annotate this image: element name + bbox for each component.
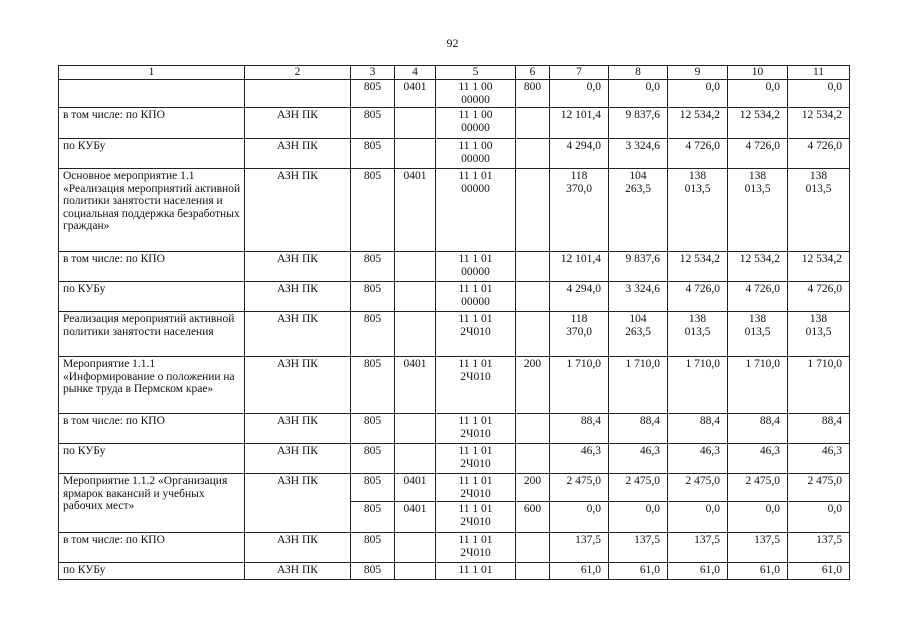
csr-line: 11 1 01 — [458, 534, 493, 546]
row-name: Мероприятие 1.1.1 «Информирование о положении на рынке труда в Пермском крае» — [59, 357, 245, 414]
table-row — [59, 357, 850, 414]
row-value-10: 46,3 — [728, 444, 788, 474]
table-row — [59, 414, 850, 444]
row-csr — [436, 357, 516, 414]
row-vr: 800 — [516, 80, 550, 108]
csr-line: 2Ч010 — [460, 325, 491, 338]
row-value-9: 88,4 — [668, 414, 728, 444]
row-value-8: 104 263,5 — [609, 312, 668, 357]
col-header: 1 — [59, 66, 245, 80]
row-value-7: 61,0 — [550, 563, 609, 580]
row-value-8: 2 475,0 — [609, 474, 668, 502]
row-value-10: 61,0 — [728, 563, 788, 580]
row-value-9: 2 475,0 — [668, 474, 728, 502]
row-value-7: 88,4 — [550, 414, 609, 444]
row-executor: АЗН ПК — [245, 357, 351, 414]
row-rz — [395, 563, 436, 580]
row-value-7: 4 294,0 — [550, 139, 609, 169]
row-grbs: 805 — [351, 80, 395, 108]
row-value-9: 138 013,5 — [668, 169, 728, 252]
row-vr — [516, 169, 550, 252]
row-value-9: 137,5 — [668, 533, 728, 563]
csr-line: 00000 — [461, 265, 490, 278]
csr-line: 2Ч010 — [460, 457, 491, 470]
csr-line: 00000 — [461, 152, 490, 165]
row-csr — [436, 169, 516, 252]
row-value-10: 138 013,5 — [728, 169, 788, 252]
row-csr — [436, 502, 516, 533]
row-vr: 600 — [516, 502, 550, 533]
row-value-8: 3 324,6 — [609, 139, 668, 169]
row-value-7: 2 475,0 — [550, 474, 609, 502]
row-csr — [436, 533, 516, 563]
csr-line: 11 1 01 — [458, 564, 493, 576]
row-value-7: 12 101,4 — [550, 108, 609, 139]
row-executor: АЗН ПК — [245, 474, 351, 533]
row-name: в том числе: по КПО — [59, 252, 245, 282]
row-value-9: 12 534,2 — [668, 252, 728, 282]
row-vr: 200 — [516, 474, 550, 502]
table-row — [59, 444, 850, 474]
row-csr — [436, 414, 516, 444]
row-value-9: 61,0 — [668, 563, 728, 580]
row-value-8: 61,0 — [609, 563, 668, 580]
row-name: в том числе: по КПО — [59, 414, 245, 444]
csr-line: 11 1 01 — [458, 503, 493, 515]
row-vr — [516, 282, 550, 312]
row-value-7: 46,3 — [550, 444, 609, 474]
row-value-10: 12 534,2 — [728, 108, 788, 139]
page-number: 92 — [446, 36, 459, 50]
row-grbs: 805 — [351, 533, 395, 563]
table-row — [59, 533, 850, 563]
row-value-8: 88,4 — [609, 414, 668, 444]
row-executor: АЗН ПК — [245, 282, 351, 312]
row-value-9: 0,0 — [668, 80, 728, 108]
csr-line: 11 1 01 — [458, 415, 493, 427]
csr-line: 00000 — [461, 182, 490, 195]
row-csr — [436, 252, 516, 282]
table-row — [59, 80, 850, 108]
row-value-9: 12 534,2 — [668, 108, 728, 139]
row-name: по КУБу — [59, 563, 245, 580]
row-rz: 0401 — [395, 474, 436, 502]
row-executor: АЗН ПК — [245, 414, 351, 444]
row-value-7: 0,0 — [550, 80, 609, 108]
csr-line: 11 1 01 — [458, 445, 493, 457]
csr-line: 00000 — [461, 121, 490, 134]
row-value-10: 88,4 — [728, 414, 788, 444]
row-name: в том числе: по КПО — [59, 108, 245, 139]
row-vr — [516, 312, 550, 357]
row-csr — [436, 444, 516, 474]
row-value-11: 4 726,0 — [788, 282, 850, 312]
row-vr — [516, 139, 550, 169]
row-value-9: 4 726,0 — [668, 282, 728, 312]
row-value-10: 2 475,0 — [728, 474, 788, 502]
row-executor — [245, 80, 351, 108]
row-value-10: 0,0 — [728, 502, 788, 533]
csr-line: 00000 — [461, 295, 490, 308]
table-row — [59, 312, 850, 357]
row-name: Реализация мероприятий активной политики занятости населения — [59, 312, 245, 357]
row-rz: 0401 — [395, 357, 436, 414]
table-row — [59, 252, 850, 282]
row-rz: 0401 — [395, 80, 436, 108]
row-rz — [395, 139, 436, 169]
row-value-11: 12 534,2 — [788, 252, 850, 282]
row-value-8: 9 837,6 — [609, 108, 668, 139]
csr-line: 11 1 00 — [458, 81, 493, 93]
csr-line: 11 1 01 — [458, 170, 493, 182]
row-executor: АЗН ПК — [245, 139, 351, 169]
row-csr — [436, 80, 516, 108]
row-grbs: 805 — [351, 108, 395, 139]
row-value-10: 137,5 — [728, 533, 788, 563]
row-value-7: 4 294,0 — [550, 282, 609, 312]
row-executor: АЗН ПК — [245, 252, 351, 282]
row-grbs: 805 — [351, 282, 395, 312]
row-name: по КУБу — [59, 444, 245, 474]
row-vr: 200 — [516, 357, 550, 414]
row-vr — [516, 563, 550, 580]
row-value-8: 137,5 — [609, 533, 668, 563]
table-row — [59, 108, 850, 139]
row-csr — [436, 108, 516, 139]
col-header: 5 — [436, 66, 516, 80]
row-value-9: 1 710,0 — [668, 357, 728, 414]
row-executor: АЗН ПК — [245, 444, 351, 474]
row-value-9: 0,0 — [668, 502, 728, 533]
row-rz — [395, 312, 436, 357]
row-executor: АЗН ПК — [245, 563, 351, 580]
row-rz — [395, 414, 436, 444]
row-value-8: 3 324,6 — [609, 282, 668, 312]
row-value-8: 9 837,6 — [609, 252, 668, 282]
row-grbs: 805 — [351, 139, 395, 169]
col-header: 8 — [609, 66, 668, 80]
row-grbs: 805 — [351, 169, 395, 252]
row-grbs: 805 — [351, 474, 395, 502]
csr-line: 00000 — [461, 93, 490, 106]
row-rz — [395, 108, 436, 139]
row-csr — [436, 474, 516, 502]
row-executor: АЗН ПК — [245, 533, 351, 563]
row-value-7: 118 370,0 — [550, 312, 609, 357]
col-header: 3 — [351, 66, 395, 80]
row-rz — [395, 282, 436, 312]
csr-line: 2Ч010 — [460, 546, 491, 559]
row-vr — [516, 533, 550, 563]
row-grbs: 805 — [351, 414, 395, 444]
row-value-11: 46,3 — [788, 444, 850, 474]
row-csr — [436, 282, 516, 312]
row-value-10: 4 726,0 — [728, 282, 788, 312]
row-value-7: 0,0 — [550, 502, 609, 533]
row-grbs: 805 — [351, 357, 395, 414]
row-csr — [436, 312, 516, 357]
row-rz — [395, 252, 436, 282]
row-value-11: 0,0 — [788, 80, 850, 108]
row-csr — [436, 563, 516, 580]
column-number-row — [59, 66, 850, 80]
row-name: Мероприятие 1.1.2 «Организация ярмарок вакансий и учебных рабочих мест» — [59, 474, 245, 533]
row-executor: АЗН ПК — [245, 169, 351, 252]
row-value-10: 138 013,5 — [728, 312, 788, 357]
row-value-9: 4 726,0 — [668, 139, 728, 169]
col-header: 11 — [788, 66, 850, 80]
row-rz: 0401 — [395, 502, 436, 533]
table-row — [59, 563, 850, 580]
row-name: по КУБу — [59, 139, 245, 169]
csr-line: 11 1 01 — [458, 283, 493, 295]
row-vr — [516, 444, 550, 474]
col-header: 10 — [728, 66, 788, 80]
row-vr — [516, 414, 550, 444]
csr-line: 11 1 01 — [458, 358, 493, 370]
row-value-11: 2 475,0 — [788, 474, 850, 502]
row-value-7: 137,5 — [550, 533, 609, 563]
table-row — [59, 169, 850, 252]
col-header: 2 — [245, 66, 351, 80]
table-row — [59, 282, 850, 312]
row-value-7: 118 370,0 — [550, 169, 609, 252]
row-value-11: 88,4 — [788, 414, 850, 444]
row-value-8: 46,3 — [609, 444, 668, 474]
row-value-11: 12 534,2 — [788, 108, 850, 139]
row-value-8: 104 263,5 — [609, 169, 668, 252]
row-grbs: 805 — [351, 444, 395, 474]
budget-table — [58, 65, 850, 580]
row-value-11: 1 710,0 — [788, 357, 850, 414]
row-value-8: 1 710,0 — [609, 357, 668, 414]
csr-line: 11 1 00 — [458, 109, 493, 121]
row-value-11: 138 013,5 — [788, 312, 850, 357]
row-value-11: 0,0 — [788, 502, 850, 533]
csr-line: 2Ч010 — [460, 427, 491, 440]
row-grbs: 805 — [351, 252, 395, 282]
row-grbs: 805 — [351, 563, 395, 580]
row-value-10: 0,0 — [728, 80, 788, 108]
table-row — [59, 474, 850, 502]
col-header: 7 — [550, 66, 609, 80]
table-row — [59, 139, 850, 169]
row-name: по КУБу — [59, 282, 245, 312]
row-value-10: 1 710,0 — [728, 357, 788, 414]
row-executor: АЗН ПК — [245, 108, 351, 139]
row-vr — [516, 108, 550, 139]
row-vr — [516, 252, 550, 282]
row-rz — [395, 533, 436, 563]
row-name: в том числе: по КПО — [59, 533, 245, 563]
row-value-8: 0,0 — [609, 80, 668, 108]
row-value-9: 46,3 — [668, 444, 728, 474]
row-csr — [436, 139, 516, 169]
row-rz: 0401 — [395, 169, 436, 252]
row-executor: АЗН ПК — [245, 312, 351, 357]
row-name: Основное мероприятие 1.1 «Реализация мероприятий активной политики занятости населения и социальная поддержка безработных граждан» — [59, 169, 245, 252]
csr-line: 11 1 00 — [458, 140, 493, 152]
row-value-7: 12 101,4 — [550, 252, 609, 282]
row-value-10: 4 726,0 — [728, 139, 788, 169]
row-value-10: 12 534,2 — [728, 252, 788, 282]
row-value-8: 0,0 — [609, 502, 668, 533]
row-value-7: 1 710,0 — [550, 357, 609, 414]
row-grbs: 805 — [351, 312, 395, 357]
row-grbs: 805 — [351, 502, 395, 533]
csr-line: 2Ч010 — [460, 515, 491, 528]
csr-line: 2Ч010 — [460, 370, 491, 383]
csr-line: 11 1 01 — [458, 475, 493, 487]
csr-line: 11 1 01 — [458, 253, 493, 265]
col-header: 6 — [516, 66, 550, 80]
row-value-11: 4 726,0 — [788, 139, 850, 169]
row-value-11: 61,0 — [788, 563, 850, 580]
row-rz — [395, 444, 436, 474]
row-name — [59, 80, 245, 108]
row-value-11: 138 013,5 — [788, 169, 850, 252]
row-value-11: 137,5 — [788, 533, 850, 563]
col-header: 9 — [668, 66, 728, 80]
col-header: 4 — [395, 66, 436, 80]
csr-line: 2Ч010 — [460, 487, 491, 500]
csr-line: 11 1 01 — [458, 313, 493, 325]
row-value-9: 138 013,5 — [668, 312, 728, 357]
